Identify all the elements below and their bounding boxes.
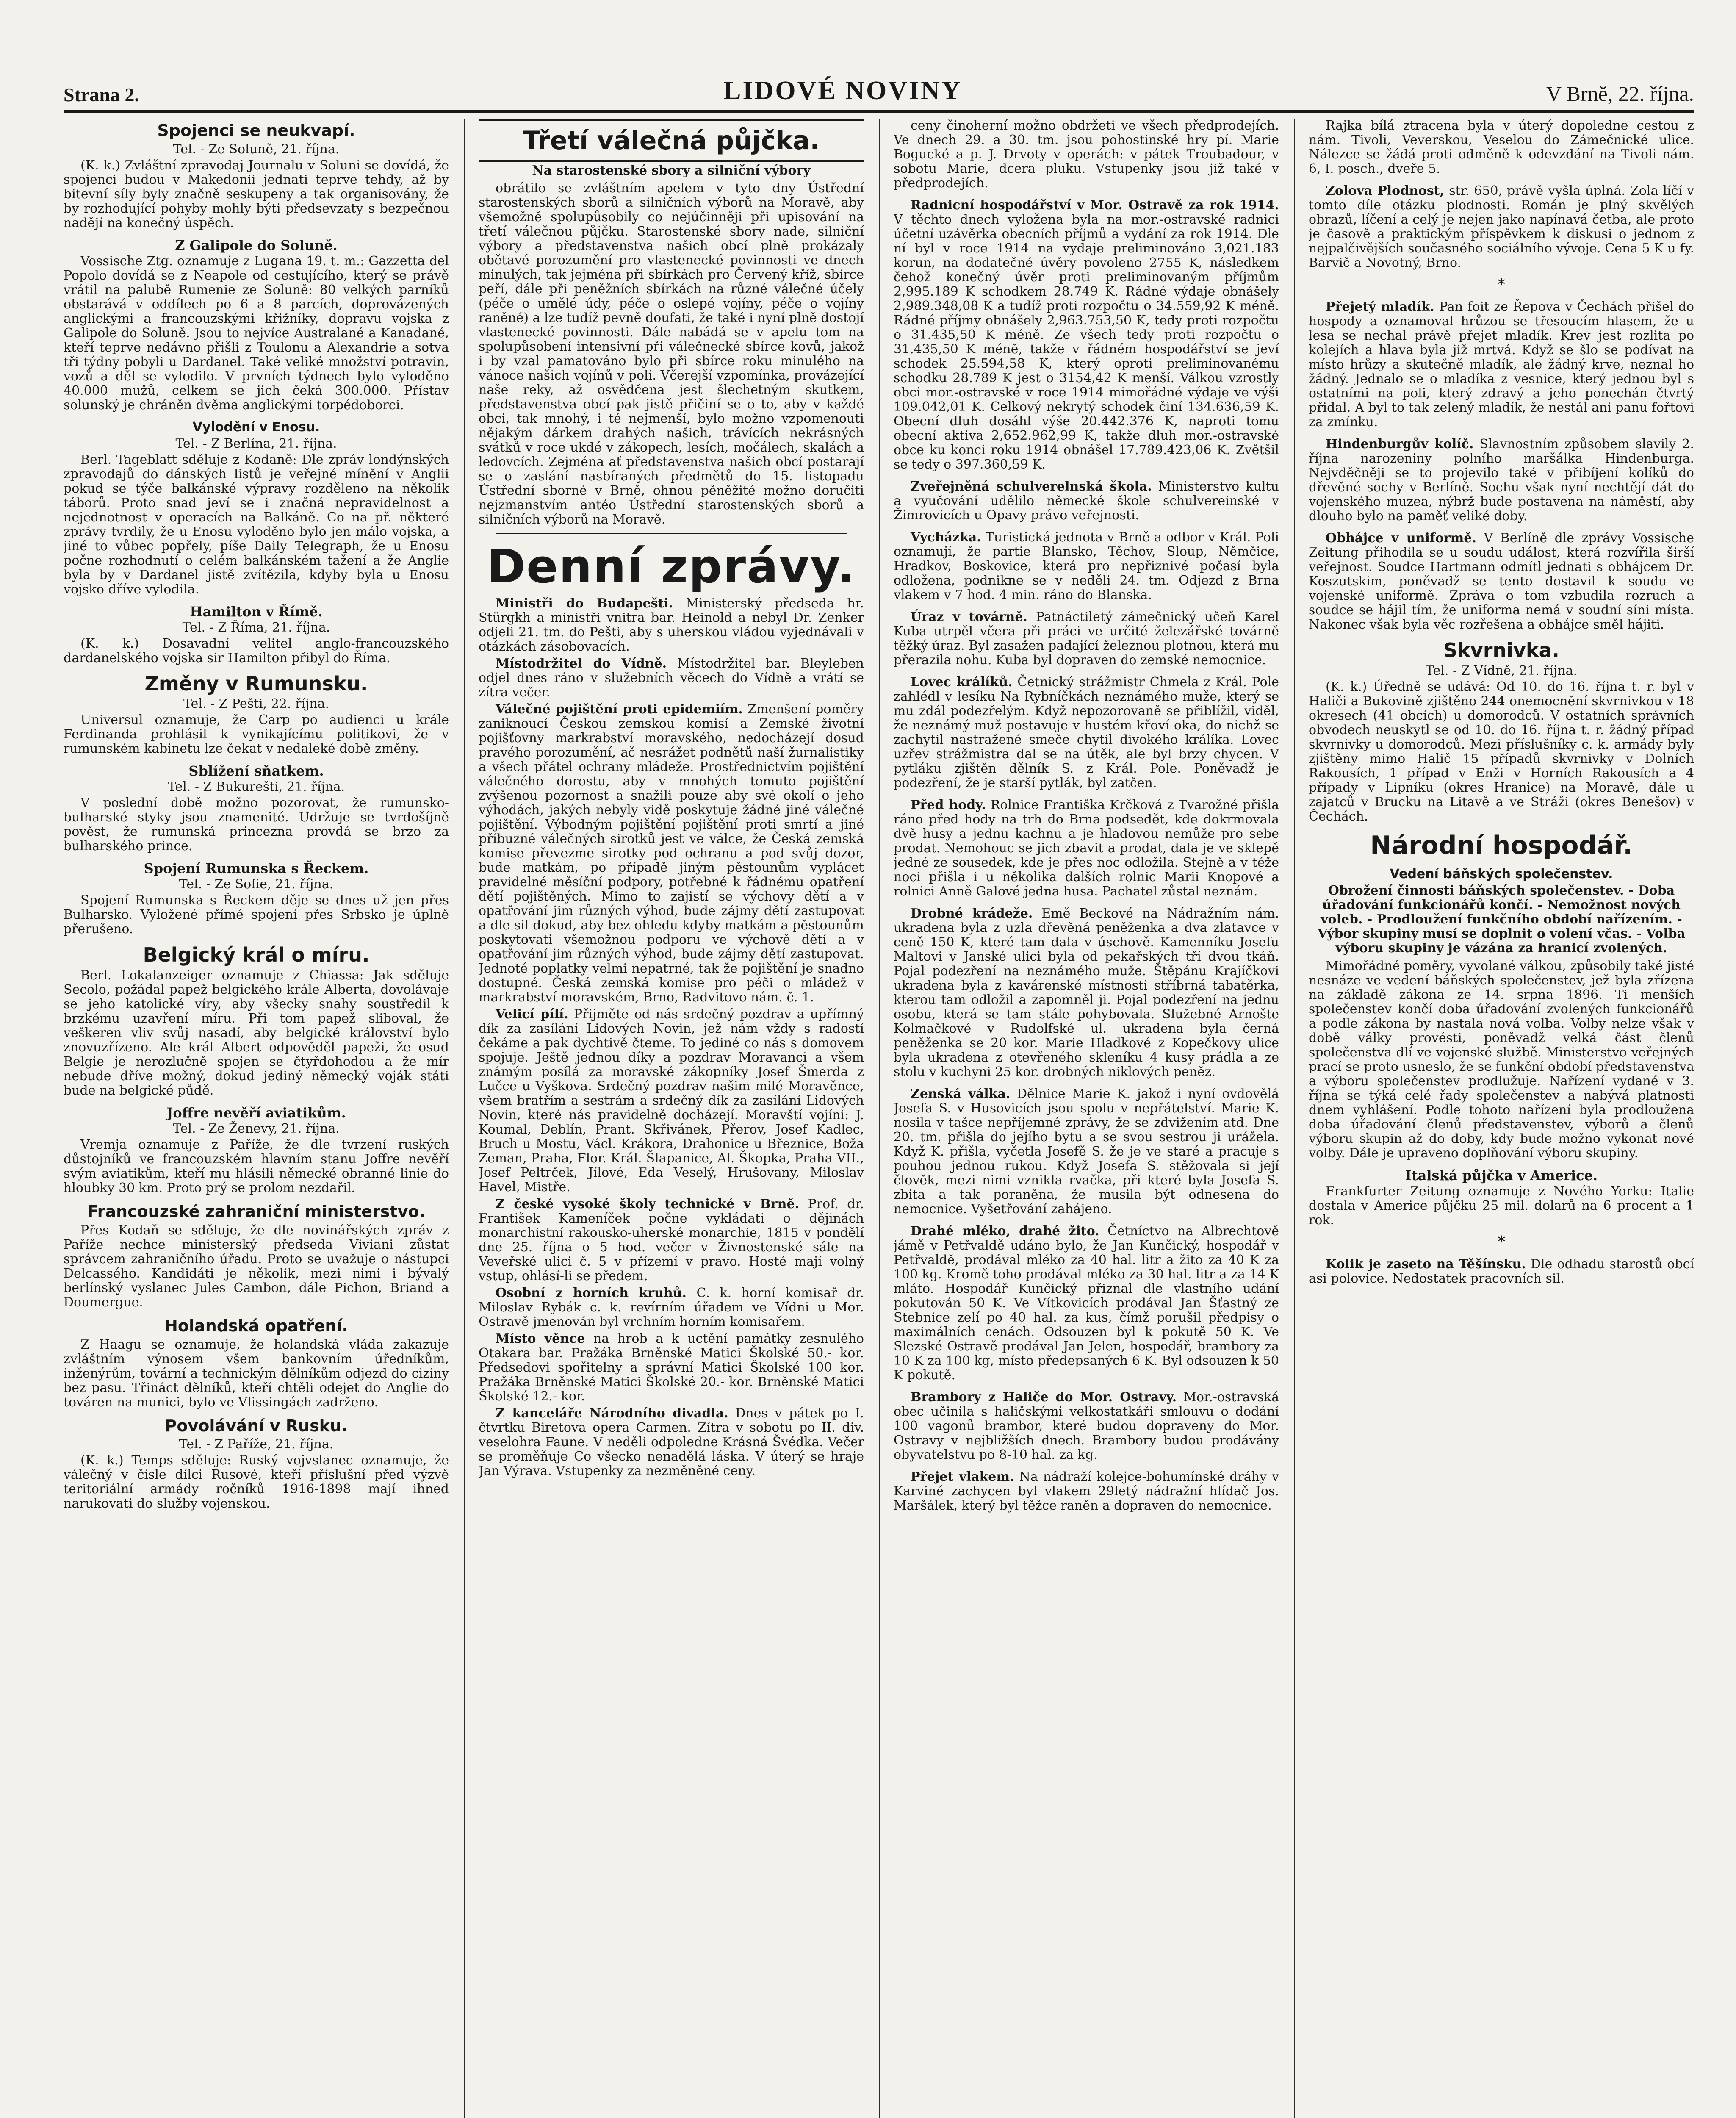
article-paragraph <box>894 907 1279 1079</box>
article <box>64 238 449 413</box>
article-subheadline: Hamilton v Římě. <box>190 603 323 620</box>
news-item <box>479 657 864 700</box>
paragraph-title: Brambory z Haliče do Mor. Ostravy. <box>911 1390 1177 1405</box>
article-paragraph <box>894 1224 1279 1383</box>
news-item-text: Místodržitel bar. Bleyleben odjel dnes ráno v služebních věcech do Vídně a vrátí se zítra večer. <box>479 656 864 700</box>
article <box>894 798 1279 899</box>
dateline: Tel. - Ze Sofie, 21. října. <box>179 877 334 892</box>
article-paragraph <box>894 610 1279 668</box>
article <box>1309 531 1694 632</box>
separator-asterisk: * <box>1498 276 1505 294</box>
paragraph-text: V Berlíně dle zprávy Vossische Zeitung přihodila se u soudu událost, která rozvířila širší veřejnost. Soudce Hartmann odmítl jednati s obhájcem Dr. Koszutskim, poněvadž se tento dostavil k soudu ve vojenské uniformě. Zpráva o tom vzbudila rozruch a soudce se hájil tím, že uniforma nemá v soudní síni místa. Nakonec však byla věc rozřešena a obhájce směl hájiti. <box>1309 531 1694 632</box>
paragraph-text: (K. k.) Zvláštní zpravodaj Journalu v Soluni se dovídá, že spojenci budou v Makedonii jednati teprve tehdy, až by bitevní síly byly značně seskupeny a tak organisovány, že by rozhodující pohyby mohly býti předsevzaty s bezpečnou nadějí na konečný úspěch. <box>64 158 449 230</box>
news-item-title: Z kanceláře Národního divadla. <box>496 1406 728 1421</box>
paragraph-text: Universul oznamuje, že Carp po audienci u krále Ferdinanda prohlásil k vynikajícímu politikovi, že v rumunském kabinetu lze čekat v nedaleké době změny. <box>64 712 449 757</box>
news-item-text: Přijměte od nás srdečný pozdrav a upřímný dík za zasílání Lidových Novin, jež nám vždy s radostí čekáme a pak dychtivě čteme. To jediné co nás s domovem spojuje. Ještě jednou díky a pozdrav Moravanci a všem známým posílá za moravské zákopníky Josef Šmerda z Lučce u Vyškova. Srdečný pozdrav našim milé Moravěnce, všem bratřím a sestrám a srdečný dík za zasílání Lidových Novin, které nás pravidelně docházejí. Moravští vojíni: J. Koumal, Deblín, Prant. Skřivánek, Přerov, Josef Kadlec, Bruch u Mostu, Václ. Krákora, Drahonice u Březnice, Boža Zeman, Praha, Flor. Král. Šlapanice, Al. Škopka, Praha VII., Josef Peltrček, Jílové, Eda Veselý, Hrušovany, Miloslav Havel, Mistře. <box>479 1007 864 1195</box>
page-number: Strana 2. <box>64 84 139 105</box>
article-paragraph <box>1309 300 1694 430</box>
masthead <box>64 72 1694 106</box>
article <box>1309 1235 1694 1250</box>
paragraph-text: Vossische Ztg. oznamuje z Lugana 19. t. m.: Gazzetta del Popolo dovídá se z Neapole od cestujícího, který se právě vrátil na palubě Rumenie ze Soluně: 80 velkých parníků obstarává v oddílech po 6 a 8 parcích, doprovázených anglickými a francouzskými křižníky, dopravu vojska z Galipole do Soluně. Jsou to nejvíce Australané a Kanadané, kteří teprve nedávno přišli z Toulonu a Alexandrie a sotva tři týdny pobyli u Dardanel. Také veliké množství potravin, vozů a děl se vylodilo. V prvních týdnech bylo vyloděno 40.000 mužů, celkem se jich čeká 300.000. Přístav solunský je chráněn dvěma anglickými torpédoborci. <box>64 253 449 413</box>
article-subheadline: Joffre nevěří aviatikům. <box>166 1104 346 1121</box>
article-paragraph <box>1309 680 1694 824</box>
article-paragraph <box>64 1453 449 1511</box>
news-item-title: Válečné pojištění proti epidemiím. <box>496 702 743 717</box>
news-item <box>479 1406 864 1478</box>
article-subheadline: Italská půjčka v Americe. <box>1405 1167 1598 1184</box>
article <box>64 673 449 757</box>
article <box>64 1317 449 1410</box>
column-3 <box>894 119 1279 2118</box>
article <box>894 480 1279 523</box>
paragraph-text: Turistická jednota v Brně a odbor v Král. Poli oznamují, že partie Blansko, Těchov, Sloup, Němčice, Hradkov, Boskovice, která pro nepřiznivé počasí byla odložena, podnikne se v neděli 24. tm. Odjezd z Brna vlakem v 7 hod. 4 min. ráno do Blanska. <box>894 530 1279 602</box>
section-rule <box>496 533 847 534</box>
column-2 <box>479 119 864 2118</box>
article <box>1309 300 1694 430</box>
paragraph-text: Dělnice Marie K. jakož i nyní ovdovělá Josefa S. v Husovicích jsou spolu v nepřátelství. Marie K. nosila v tašce nepříjemné zprávy, že se zdvižením atd. Dne 20. tm. přišla do jejího bytu a se svou sestrou ji urážela. Když K. přišla, vyčetla Josefě S. že je ve staré a pracuje s pouhou jednou rukou. Když Josefa S. stěžovala si její člověk, mezi nimi vznikla rvačka, při které byla Josefa S. zbita a tak poraněna, že musila být odnesena do nemocnice. Vyšetřování zahájeno. <box>894 1087 1279 1217</box>
article <box>894 198 1279 472</box>
article <box>64 122 449 230</box>
paragraph-text: V těchto dnech vyložena byla na mor.-ostravské radnici účetní uzávěrka obecních příjmů a vydání za rok 1914. Dle ní byl v roce 1914 na vydaje preliminováno 3,021.183 korun, na dodatečné úvěry povoleno 2755 K, následkem čehož konečný úvěr proti preliminovaným příjmům 2,995.189 K schodkem 28.749 K. Rádné výdaje obnášely 2,989.348,08 K a tudíž proti rozpočtu o 34.559,92 K méně. Rádné příjmy obnášely 2,963.753,50 K, tedy proti rozpočtu o 31.435,50 K méně. Ze všech tedy proti rozpočtu o 31.435,50 K méně, takže v řádném hospodářství se jeví schodek 25.594,58 K, který oproti preliminovanému schodku 28.789 K jest o 3154,42 K menší. Válkou vzrostly obci mor.-ostravské v roce 1914 mimořádné výdaje ve výši 109.042,01 K. Celkový nekrytý schodek činí 134.636,59 K. Obecní dluh dosáhl výše 20.442.376 K, naproti tomu obecní aktiva 2,652.962,99 K, takže dluh mor.-ostravské obce ku konci roku 1914 obnášel 17.789.423,06 K. Zvětšil se tedy o 397.360,59 K. <box>894 212 1279 472</box>
article <box>894 610 1279 668</box>
article-paragraph <box>64 796 449 854</box>
article-paragraph <box>894 1470 1279 1513</box>
news-item <box>479 1007 864 1195</box>
article <box>894 675 1279 790</box>
masthead-rule <box>64 110 1694 113</box>
war-loan-header <box>479 119 864 162</box>
paragraph-title: Úraz v továrně. <box>911 610 1027 624</box>
article-paragraph <box>64 158 449 230</box>
news-item-title: Místo věnce <box>496 1331 585 1346</box>
news-item-text: Prof. dr. František Kameníček počne vykládati o dějinách monarchistní rakousko-uherské monarchie, 1815 v pondělí dne 25. října o 5 hod. večer v Živnostenské sále na Veveřské ulici č. 5 v přízemí v pravo. Hosté mají volný vstup, ohlásí-li se předem. <box>479 1197 864 1284</box>
news-item-title: Z české vysoké školy technické v Brně. <box>496 1197 800 1211</box>
article-paragraph <box>894 119 1279 191</box>
paragraph-text: Na nádraží kolejce-bohumínské dráhy v Karviné zachycen byl vlakem 29letý nádražní hlídač Jos. Maršálek, který byl těžce raněn a dopraven do nemocnice. <box>894 1469 1279 1513</box>
paragraph-text: Z Haagu se oznamuje, že holandská vláda zakazuje zvláštním výnosem všem bankovním úředníkům, inženýrům, tovární a technickým dělníkům odjezd do ciziny bez pasu. Třináct dělníků, kteří chtěli odejet do Anglie do továren na munici, bylo ve Vlissingách zadrženo. <box>64 1337 449 1410</box>
article-headline: Vedení báňských společenstev. <box>1390 866 1613 882</box>
article <box>64 1417 449 1511</box>
paragraph-text: V poslední době možno pozorovat, že rumunsko-bulharské styky jsou znamenité. Udržuje se tvrdošíjně pověst, že rumunská princezna provdá se brzo za bulharského prince. <box>64 796 449 854</box>
article-paragraph <box>1309 119 1694 176</box>
column-divider <box>879 119 880 2118</box>
article-headline: Francouzské zahraniční ministerstvo. <box>87 1202 425 1221</box>
paragraph-text: Mor.-ostravská obec učinila s haličskými velkostatkáři smlouvu o dodání 100 vagonů brambor, které budou dopraveny do Mor. Ostravy v nejbližších dnech. Brambory budou prodávány obyvatelstvu po 8-10 hal. za kg. <box>894 1390 1279 1462</box>
article <box>64 764 449 854</box>
news-item-text: Dnes v pátek po I. čtvrtku Biretova opera Carmen. Zítra v sobotu po II. div. veselohra Faune. V neděli odpoledne Krásná Švédka. Večer se proměňuje Co všecko nenadělá láska. V úterý se hraje Jan Výrava. Vstupenky za nezměněné ceny. <box>479 1406 864 1478</box>
article <box>894 530 1279 602</box>
article-paragraph <box>894 198 1279 472</box>
article <box>64 1106 449 1195</box>
article-paragraph <box>64 453 449 597</box>
article <box>64 604 449 665</box>
column-1 <box>64 119 449 2118</box>
article-paragraph <box>1309 1257 1694 1286</box>
news-item <box>479 702 864 1005</box>
paragraph-text: (K. k.) Dosavadní velitel anglo-francouzského dardanelského vojska sir Hamilton přibyl do Říma. <box>64 636 449 665</box>
paragraph-title: Vycházka. <box>911 530 981 545</box>
paragraph-title: Přejetý mladík. <box>1326 299 1434 314</box>
article-paragraph <box>1309 531 1694 632</box>
article-paragraph <box>1309 437 1694 524</box>
war-loan-lead: Na starostenské sbory a silniční výbory <box>532 163 811 178</box>
paragraph-text: Rajka bílá ztracena byla v úterý dopoledne cestou z nám. Tivoli, Veverskou, Veselou do Zámečnické ulice. Nálezce se žádá proti odměně k odevzdání na Tivoli nám. 6, I. posch., dveře 5. <box>1309 119 1694 176</box>
paragraph-title: Lovec králíků. <box>911 675 1013 690</box>
article <box>1309 1257 1694 1286</box>
article-paragraph <box>64 1338 449 1410</box>
article <box>894 1390 1279 1462</box>
paragraph-text: Rolnice Františka Krčková z Tvarožné přišla ráno před hody na trh do Brna podsedět, kde dokrmovala dvě husy a jednu kachnu a je hladovou nemůže pro sebe prodat. Nemohouc se jich zbavit a prodat, dala je ve sklepě jedné ze sousedek, kde je přes noc odložila. Stejně a v téže noci přišla i u několika dalších rolnic Marii Knopové a rolnici Anně Galové jedna husa. Pachatel zůstal neznám. <box>894 798 1279 899</box>
article <box>1309 867 1694 1161</box>
paragraph-text: (K. k.) Temps sděluje: Ruský vojvslanec oznamuje, že válečný v čísle dílci Rusové, kteří příslušní před výzvě teritoriální armády ročníků 1916-1898 mají ihned narukovati do služby vojenskou. <box>64 1453 449 1511</box>
dateline: Tel. - Ze Ženevy, 21. října. <box>173 1121 340 1136</box>
article-paragraph <box>1309 959 1694 1161</box>
article <box>1309 119 1694 176</box>
article-paragraph <box>64 637 449 665</box>
article <box>64 420 449 597</box>
daily-news-list <box>479 596 864 1478</box>
news-item-text: Ministerský předseda hr. Stürgkh a ministři vnitra bar. Heinold a nebyl Dr. Zenker odjeli 21. tm. do Pešti, aby s uherskou vládou vyjednávali v otázkách zásobovacích. <box>479 596 864 654</box>
news-item <box>479 1286 864 1329</box>
paragraph-title: Drobné krádeže. <box>911 906 1033 921</box>
news-item-text: Zmenšení poměry zaniknoucí Českou zemskou komisí a Zemské životní pojišťovny markrabství moravského, nedocházejí dosud pravého porozumění, ač nesrážet podnětů naší žurnalistiky a všech přátel ochrany mládeže. Prostřednictvím pojištění válečného dorostu, aby v mnohých tomuto pojištění zvýšenou pozornost a snažili pouze aby své okolí o jeho výhodách, jakých nebyly vidě poskytuje žádné jiné válečné pojištění. Výbodným pojištění pojištění proti smrtí a jiné příbuzné válečných sirotků jest ve válce, že Česká zemská komise převezme sirotky pod ochranu a pod svůj dozor, bude matkám, po případě jiným pěstounům vyplácet pravidelné měsíční podpory, potřebné k řádnému opatření dětí pojištěných. Mimo to zajistí se výchovy dětí a v opatřování jim různých výhod, bude zájmy dětí zastupovat a dle sil dokud, aby bez ohledu kdyby matkám a pěstounům poskytovati všemožnou podporu ve výchově dětí a v opatřování jim různých výhod, bude zájmy dětí zastupovat. Jednoté poplatky velmi nepatrné, tak že pojištění je snadno dostupné. Česká zemská komise pro péči o mládež v markrabství moravském, Brno, Radvitovo nám. č. 1. <box>479 702 864 1005</box>
daily-news-title: Denní zprávy. <box>487 539 856 593</box>
article-paragraph <box>64 254 449 413</box>
article <box>894 1087 1279 1217</box>
article-paragraph <box>894 675 1279 790</box>
article <box>1309 640 1694 824</box>
paragraph-title: Přejet vlakem. <box>911 1469 1014 1484</box>
paragraph-title: Obhájce v uniformě. <box>1326 531 1476 546</box>
war-loan-body <box>479 181 864 527</box>
article <box>894 907 1279 1079</box>
news-item-text: C. k. horní komisař dr. Miloslav Rybák c. k. revírním úřadem ve Vídni u Mor. Ostravě jmenován byl vrchním horním komisařem. <box>479 1286 864 1329</box>
article-headline: Vylodění v Enosu. <box>192 419 320 435</box>
paragraph-text: Dle odhadu starostů obcí asi polovice. Nedostatek pracovních sil. <box>1309 1256 1694 1286</box>
news-item <box>479 1332 864 1404</box>
news-item-title: Osobní z horních kruhů. <box>496 1286 687 1300</box>
article-headline: Spojenci se neukvapí. <box>157 121 355 140</box>
article-paragraph <box>64 893 449 937</box>
paragraph-title: Radnicní hospodářství v Mor. Ostravě za rok 1914. <box>911 198 1279 213</box>
paragraph-title: Hindenburgův kolíč. <box>1326 437 1474 452</box>
paragraph-text: Ministerstvo kultu a vyučování udělilo německé škole schulvereinské v Žimrovicích u Opavy právo veřejnosti. <box>894 479 1279 523</box>
article <box>894 1470 1279 1513</box>
article <box>894 119 1279 191</box>
article-paragraph <box>894 530 1279 602</box>
dateline: Tel. - Z Říma, 21. října. <box>182 620 330 635</box>
news-item <box>479 596 864 654</box>
article <box>64 1203 449 1310</box>
paragraph-text: Vremja oznamuje z Paříže, že dle tvrzení ruských důstojníků ve francouzském hlavním stanu Joffre nevěří svým aviatikům, kteří mu hlásili německé obranné linie do hloubky 30 km. Proto prý se prolom nezdařil. <box>64 1137 449 1195</box>
paragraph-text: Berl. Tageblatt sděluje z Kodaně: Dle zpráv londýnských zpravodajů do dánských listů je veřejné mínění v Anglii pokud se týče balkánské výpravy rozděleno na několik táborů. Proto snad jeví se i značná nepravidelnost a nejednotnost v operacích na Balkáně. Co na př. některé zprávy tvrdily, že u Enosu vyloděno bylo jen málo vojska, a jiné to vůbec popřely, píše Daily Telegraph, že u Enosu počne rozhodnutí o celém balkánském tažení a že Anglie byla by v Dardanel jistě zvítězila, kdyby byla u Enosu vojsko dříve vylodila. <box>64 452 449 597</box>
article <box>1309 184 1694 270</box>
news-item-title: Ministři do Budapešti. <box>496 596 673 611</box>
dateline: Tel. - Z Berlína, 21. října. <box>175 436 337 451</box>
paragraph-text: Emě Beckové na Nádražním nám. ukradena byla z uzla dřevěná peněženka a dva zlatavce v ceně 150 K, které tam dala v úschově. Kamenníku Josefu Maltovi v Janské ulici byla od pekařských tří dvou tkáň. Pojal podezření na neznámého muže. Štěpánu Krajíčkovi ukradena byla z kavárenské místnosti stříbrná tabatěrka, kterou tam odložil a zapomněl ji. Pojal podezření na jednu osobu, která se tam stále pohybovala. Služebné Arnošte Kolmačkové v Rudolfské ul. ukradena byla černá peněženka se 20 kor. Marie Hladkové z Kopečkovy ulice byla ukradena z otevřeného skleníku 4 kusy prádla a ze stolu v kuchyni 25 kor. drobných niklových peněz. <box>894 906 1279 1079</box>
paragraph-text: (K. k.) Úředně se udává: Od 10. do 16. října t. r. byl v Haliči a Bukovině zjištěno 244 onemocnění skvrnivkou v 18 okresech (41 obcích) u domorodců. V ostatních správních obvodech neuskytl se od 10. do 16. října t. r. žádný případ skvrnivky u domorodců. Mezi příslušníky c. k. armády byly zjištěny mimo Halič 15 případů skvrnivky v Dolních Rakousích, 1 případ v Enži v Horních Rakousích a 4 případy v Lipníku (okres Hranice) na Moravě, dále u zajatců v Brucku na Litavě a ve Stráži (okres Benešov) v Čechách. <box>1309 679 1694 824</box>
article-paragraph <box>894 1087 1279 1217</box>
article-headline: Skvrnivka. <box>1443 639 1559 662</box>
paragraph-text: Patnáctiletý zámečnický učeň Karel Kuba utrpěl včera při práci ve určité železářské továrně těžký úraz. Byl zasažen padající železnou plotnou, která mu přerazila nohu. Kuba byl dopraven do zemské nemocnice. <box>894 610 1279 668</box>
paragraph-text: Spojení Rumunska s Řeckem děje se dnes už jen přes Bulharsko. Vyložené přímé spojení přes Srbsko je úplně přerušeno. <box>64 893 449 937</box>
article <box>64 944 449 1098</box>
paragraph-text: Četnický strážmistr Chmela z Král. Pole zahlédl v lesíku Na Rybníčkách neznámého muže, který se mu zdál podezřelým. Když nepozorovaně se přiblížil, viděl, že neznámý muž postavuje v hustém křoví oka, do nichž se zachytil nastražené smeče chytil divokého králíka. Lovec uzřev strážmistra dal se na útěk, ale byl brzy chycen. V pytláku zjištěn dělník S. z Král. Pole. Poněvadž je podezření, že je starší pytlák, byl zatčen. <box>894 675 1279 790</box>
dateline: Tel. - Z Bukurešti, 21. října. <box>167 779 345 795</box>
news-item-title: Velicí pílí. <box>496 1007 568 1022</box>
column-4 <box>1309 119 1694 2118</box>
article-paragraph: obrátilo se zvláštním apelem v tyto dny Ústřední starostenských sborů a silničních výborů na Moravě, aby všemožně spolupůsobily co nejúčinněji při upisování na třetí válečnou půjčku. Starostenské sbory nade, silniční výbory a představenstva našich obcí plně prokázaly obětavé porozumění pro vlastenecké povinnosti ve dnech minulých, tak jejména při sbírkách pro Červený kříž, sbírce peří, dále při peněžních sbírkách na různé válečné účely (péče o umělé údy, péče o oslepé vojíny, péče o vojíny raněné) a lze tudíž pevně doufati, že také i nyní plně dostojí vlastenecké povinnosti. Dále nabádá se v apelu tom na spolupůsobení intensivní při válečnecké sbírce kovů, jakož i by vzal pamatováno bylo při sbírce roku minulého na vánoce našich vojínů v poli. Včerejší vzpomínka, provázející naše reky, až osvědčena jest šlechetným skutkem, představenstva obcí pak jistě přičiní se o to, aby v každé obci, tak mnohý, i té nejmenší, bylo možno vzpomenouti nějakým dárkem drahých našich, trávících nekrásných svátků v roce ukdé v zákopech, lesích, močálech, skalách a ledovcích. Zejména ať představenstva našich obcí postarají se o zaslání nasbíraných předmětů do 15. listopadu Ústřední sborné v Brně, ohnou pěněžité možno doručiti nejzmanstvím antéo Ústřední starostenských sborů a silničních výborů na Moravě. <box>479 181 864 527</box>
article-paragraph <box>64 1138 449 1195</box>
newspaper-page <box>64 64 1694 2118</box>
paragraph-text: str. 650, právě vyšla úplná. Zola líčí v tomto díle otázku plodnosti. Román je plný skvělých obrazů, líčení a celý je nejen jako napínavá četba, ale proto je časově a praktickým příspěvkem k diskusi o jednom z nejpalčivějších současného sociálního vývoje. Cena 5 K u fy. Barvič a Novotný, Brno. <box>1309 183 1694 270</box>
news-item-text: na hrob a k uctění památky zesnulého Otakara bar. Pražáka Brněnské Matici Školské 50.- kor. Předsedovi spořitelny a správní Matici Školské 100 kor. Pražáka Brněnské Matici Školské 20.- kor. Brněnské Matici Školské 12.- kor. <box>479 1331 864 1404</box>
article-headline: Holandská opatření. <box>164 1316 348 1335</box>
article-paragraph <box>1309 184 1694 270</box>
article-paragraph <box>64 1223 449 1310</box>
article <box>1309 437 1694 524</box>
news-item-title: Místodržitel do Vídně. <box>496 656 667 671</box>
war-loan-title: Třetí válečná půjčka. <box>523 126 820 155</box>
dateline: Tel. - Ze Soluně, 21. října. <box>173 141 340 157</box>
paragraph-text: Frankfurter Zeitung oznamuje z Nového Yorku: Italie dostala v Americe půjčku 25 mil. dolarů na 6 procent a 1 rok. <box>1309 1184 1694 1228</box>
article-headline: Belgický král o míru. <box>143 943 370 967</box>
column-divider <box>464 119 465 2118</box>
article-paragraph <box>64 968 449 1098</box>
article <box>1309 1168 1694 1228</box>
separator-asterisk: * <box>1498 1233 1505 1251</box>
article <box>1309 278 1694 292</box>
article-paragraph <box>894 798 1279 899</box>
paragraph-text: Berl. Lokalanzeiger oznamuje z Chiassa: Jak sděluje Secolo, požádal papež belgického krále Alberta, dovolávaje se jeho katolické víry, aby všecky snahy soustředil k brzkému uzavření míru. Při tom papež sliboval, že veškeren vliv svůj nasadí, aby belgické království bylo znovuzřízeno. Ale král Albert odpověděl papeži, že osud Belgie je nerozlučně spojen se čtyřdohodou a že mír nebude dříve možný, dokud jediný německý voják státi bude na belgické půdě. <box>64 968 449 1098</box>
place-date: V Brně, 22. října. <box>1546 82 1694 105</box>
paragraph-title: Před hody. <box>911 798 986 812</box>
paragraph-title: Kolik je zaseto na Těšínsku. <box>1326 1256 1526 1272</box>
dateline: Tel. - Z Vídně, 21. října. <box>1426 663 1577 678</box>
paragraph-text: ceny činoherní možno obdržeti ve všech předprodejích. Ve dnech 29. a 30. tm. jsou pohostinské hry pí. Marie Bogucké a p. J. Drvoty v operách: v pátek Troubadour, v sobotu Marie, dcera pluku. Vstupenky jsou již také v předprodejích. <box>894 119 1279 191</box>
paragraph-text: Pan foit ze Řepova v Čechách přišel do hospody a oznamoval hrůzou se třesoucím hlasem, že u lesa se nechal právě přejet mladík. Krev jest rozlita po kolejích a hlava byla již mrtvá. Když se šlo se podívat na místo hrůzy a skutečně mladík, ale žádný krve, neznal ho žádný. Jednalo se o mladíka z vesnice, který jednou byl s ostatními na poli, který zdravý a jeho ponechán čtvrtý přidal. A byl to tak zelený mladík, že nestál ani panu fořtovi za zmínku. <box>1309 299 1694 430</box>
article-headline: Změny v Rumunsku. <box>144 672 368 695</box>
paragraph-text: Slavnostním způsobem slavily 2. října narozeniny polního maršálka Hindenburga. Nejvděčněji se to projevilo také v přibíjení kolíků do dřevěné sochy v Berlíně. Sochu však nyní nechtějí dát do vojenského muzea, nýbrž bude postavena na náměstí, aby dlouho bylo na paměť veliké doby. <box>1309 437 1694 524</box>
paragraph-title: Zolova Plodnost, <box>1326 183 1445 198</box>
news-item <box>479 1197 864 1284</box>
article-paragraph <box>1309 1184 1694 1228</box>
paragraph-text: Mimořádné poměry, vyvolané válkou, způsobily také jisté nesnáze ve vedení báňských společenstev, jež byla zřízena na základě zákona ze 14. srpna 1896. Ti menších společenstev končí doba úřadování zvolených funkcionářů a podle zákona by nastala nová volba. Volby nelze však v době války provésti, poněvadž velká část členů společenstva dlí ve vojenské službě. Ministerstvo veřejných prací se proto usneslo, že se funkční období představenstva a výboru společenstev prodlužuje. Nařízení vydané v 3. října se týká celé řady společenstev a nabývá platnosti dnem vyhlášení. Podle tohoto nařízení byla prodloužena doba úřadování členů představenstev, výborů a členů výboru skupin až do doby, kdy bude možno vykonat nové volby. Dále je upraveno doplňování výboru skupiny. <box>1309 958 1694 1161</box>
dateline: Tel. - Z Paříže, 21. října. <box>179 1437 334 1452</box>
article <box>64 861 449 937</box>
paragraph-title: Drahé mléko, drahé žito. <box>911 1224 1099 1239</box>
article-paragraph <box>64 713 449 756</box>
paragraph-text: Četníctvo na Albrechtově jámě v Petřvaldě udáno bylo, že Jan Kunčický, hospodář v Petřvaldě, prodával mléko za 40 hal. litr a žito za 40 K za 100 kg. Kromě toho prodával mléko za 30 hal. litr a za 14 K mláto. Hospodář Kunčický přiznal dle vlastního udání pokutován 50 K. Ve Vítkovicích prodával Jan Šťastný ze Stebnice zelí po 40 hal. za kus, čímž porušil předpisy o maximálních cenách. Odsouzen byl k pokutě 50 K. Ve Slezské Ostravě prodával Jan Jelen, hospodář, brambory za 10 K za 100 kg, místo předepsaných 6 K. Byl odsouzen k 50 K pokutě. <box>894 1224 1279 1383</box>
article-lead: Obrožení činnosti báňských společenstev. - Doba úřadování funkcionářů končí. - Nemožnost nových voleb. - Prodloužení funkčního období nařízením. - Výbor skupiny musí se doplnit o volení včas. - Volba výboru skupiny je vázána za hranicí zvolených. <box>1317 883 1686 956</box>
paragraph-title: Zveřejněná schulverelnská škola. <box>911 479 1152 494</box>
newspaper-title: LIDOVÉ NOVINY <box>723 76 962 105</box>
column-divider <box>1294 119 1295 2118</box>
article-paragraph <box>894 480 1279 523</box>
article-subheadline: Sblížení sňatkem. <box>188 763 324 779</box>
dateline: Tel. - Z Pešti, 22. října. <box>183 696 329 712</box>
paragraph-text: Přes Kodaň se sděluje, že dle novinářských zpráv z Paříže nechce ministerský předseda Viviani zůstat správcem zahraničního úřadu. Proto se uvažuje o nástupci Delcassého. Kandidáti je několik, mezi nimi i bývalý berlínský vyslanec Jules Cambon, dále Pichon, Briand a Doumergue. <box>64 1223 449 1310</box>
article-headline: Národní hospodář. <box>1370 830 1633 860</box>
article-subheadline: Spojení Rumunska s Řeckem. <box>144 860 369 877</box>
article <box>894 1224 1279 1383</box>
article-paragraph <box>894 1390 1279 1462</box>
article-subheadline: Z Galipole do Soluně. <box>175 237 338 253</box>
article-headline: Povolávání v Rusku. <box>165 1416 348 1435</box>
article <box>1309 832 1694 859</box>
paragraph-title: Zenská válka. <box>911 1087 1011 1101</box>
